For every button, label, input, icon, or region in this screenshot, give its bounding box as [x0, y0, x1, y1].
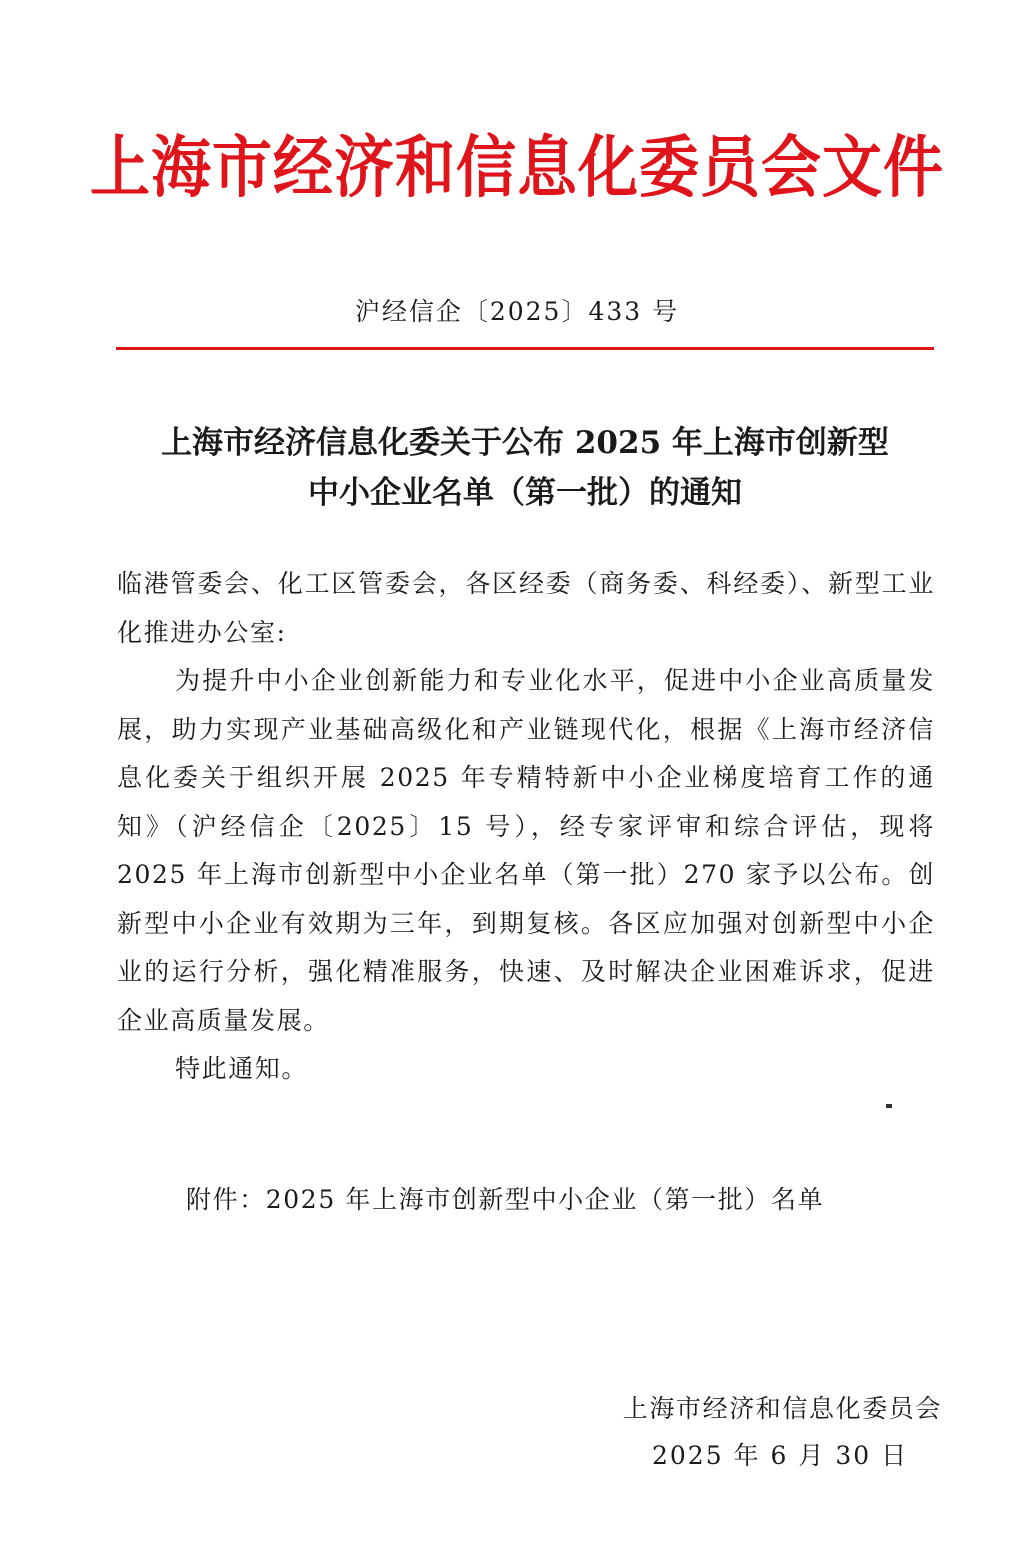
document-title: [100, 418, 950, 518]
signature-organization: 上海市经济和信息化委员会: [622, 1394, 942, 1423]
document-body: [117, 560, 935, 1094]
title-line-2: 中小企业名单（第一批）的通知: [308, 475, 742, 511]
body-paragraph: 为提升中小企业创新能力和专业化水平，促进中小企业高质量发展，助力实现产业基础高级化和产业链现代化，根据《上海市经济信息化委关于组织开展 2025 年专精特新中小企业梯度培育工作的通知》（沪经信企〔2025〕15 号），经专家评审和综合评估，现将 2025 年上海市创新型中小企业名单（第一批）270 家予以公布。创新型中小企业有效期为三年，到期复核。各区应加强对创新型中小企业的运行分析，强化精准服务，快速、及时解决企业困难诉求，促进企业高质量发展。: [117, 666, 935, 1035]
stray-mark: [886, 1104, 892, 1108]
red-divider-line: [116, 347, 934, 350]
attachment-line: 附件：2025 年上海市创新型中小企业（第一批）名单: [186, 1185, 825, 1214]
closing-line: 特此通知。: [175, 1054, 309, 1083]
document-masthead: 上海市经济和信息化委员会文件: [90, 128, 944, 208]
salutation: 临港管委会、化工区管委会，各区经委（商务委、科经委）、新型工业化推进办公室:: [117, 569, 935, 647]
signature-date: 2025 年 6 月 30 日: [652, 1441, 909, 1470]
document-number: 沪经信企〔2025〕433 号: [354, 297, 680, 326]
title-line-1: 上海市经济信息化委关于公布 2025 年上海市创新型: [161, 425, 889, 461]
